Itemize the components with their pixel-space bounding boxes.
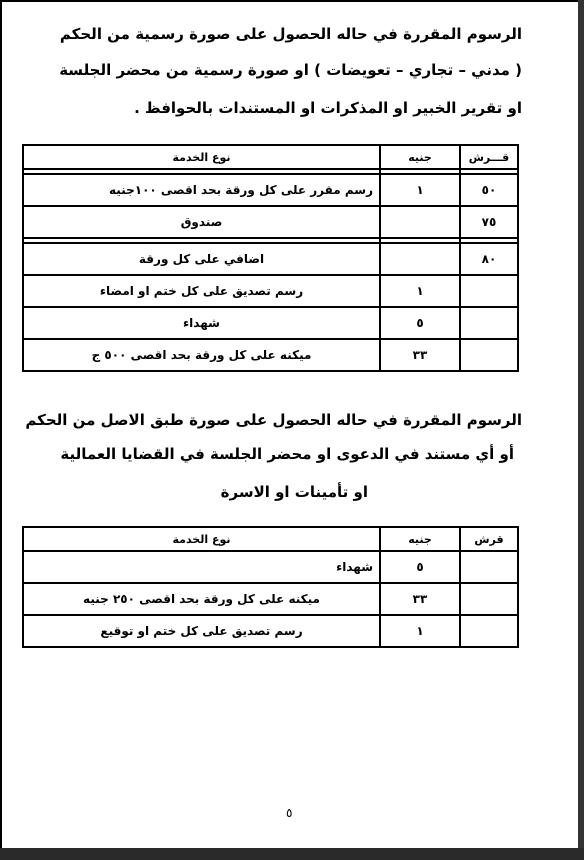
cell-service: رسم مقرر على كل ورقة بحد اقصى ١٠٠جنيه (23, 174, 380, 206)
section2-heading-line-2: أو أي مستند في الدعوى او محضر الجلسة في القضايا العمالية (60, 445, 514, 463)
header-pound: جنيه (380, 145, 460, 169)
table-row (23, 307, 518, 339)
header-pound: جنيه (380, 527, 460, 551)
cell-qirsh (460, 551, 518, 583)
cell-qirsh: ٥٠ (460, 174, 518, 206)
cell-qirsh (460, 339, 518, 371)
cell-pound: ١ (380, 174, 460, 206)
cell-service: شهداء (23, 551, 380, 583)
cell-pound: ٣٣ (380, 339, 460, 371)
cell-service: ميكنه على كل ورقة بحد اقصى ٢٥٠ جنيه (23, 583, 380, 615)
cell-pound: ١ (380, 615, 460, 647)
table-row (23, 339, 518, 371)
table-row (23, 275, 518, 307)
section1-heading-line-3: او تقرير الخبير او المذكرات او المستندات بالحوافظ . (134, 99, 522, 117)
section2-heading-line-3: او تأمينات او الاسرة (220, 483, 368, 501)
header-service-type: نوع الخدمة (23, 145, 380, 169)
cell-pound: ١ (380, 275, 460, 307)
page-shadow-bottom (0, 848, 584, 860)
header-qirsh: قرش (460, 527, 518, 551)
cell-pound (380, 243, 460, 275)
cell-service: شهداء (23, 307, 380, 339)
table-header-row (23, 145, 518, 169)
cell-pound: ٥ (380, 307, 460, 339)
cell-qirsh (460, 275, 518, 307)
cell-service: صندوق (23, 206, 380, 238)
header-service-type: نوع الخدمة (23, 527, 380, 551)
table-row (23, 615, 518, 647)
section1-fees-table (22, 144, 519, 372)
cell-service: رسم تصديق على كل ختم او توقيع (23, 615, 380, 647)
cell-qirsh (460, 307, 518, 339)
cell-pound: ٣٣ (380, 583, 460, 615)
cell-service: ميكنه على كل ورقة بحد اقصى ٥٠٠ ج (23, 339, 380, 371)
cell-pound (380, 206, 460, 238)
table-row (23, 551, 518, 583)
cell-qirsh: ٨٠ (460, 243, 518, 275)
section2-heading-line-1: الرسوم المقررة في حاله الحصول على صورة طبق الاصل من الحكم (25, 411, 522, 429)
cell-service: اضافي على كل ورقة (23, 243, 380, 275)
cell-pound: ٥ (380, 551, 460, 583)
table-row (23, 243, 518, 275)
section1-heading-line-1: الرسوم المقررة في حاله الحصول على صورة رسمية من الحكم (59, 25, 522, 43)
page-number: ٥ (286, 806, 293, 820)
cell-qirsh (460, 583, 518, 615)
table-row (23, 206, 518, 238)
cell-qirsh (460, 615, 518, 647)
cell-service: رسم تصديق على كل ختم او امضاء (23, 275, 380, 307)
table-row (23, 174, 518, 206)
cell-qirsh: ٧٥ (460, 206, 518, 238)
header-qirsh: قـــرش (460, 145, 518, 169)
page-shadow-right (578, 0, 584, 860)
table-header-row (23, 527, 518, 551)
table-row (23, 583, 518, 615)
section2-fees-table (22, 526, 519, 648)
section1-heading-line-2: ( مدني – تجاري – تعويضات ) او صورة رسمية من محضر الجلسة (59, 61, 522, 79)
